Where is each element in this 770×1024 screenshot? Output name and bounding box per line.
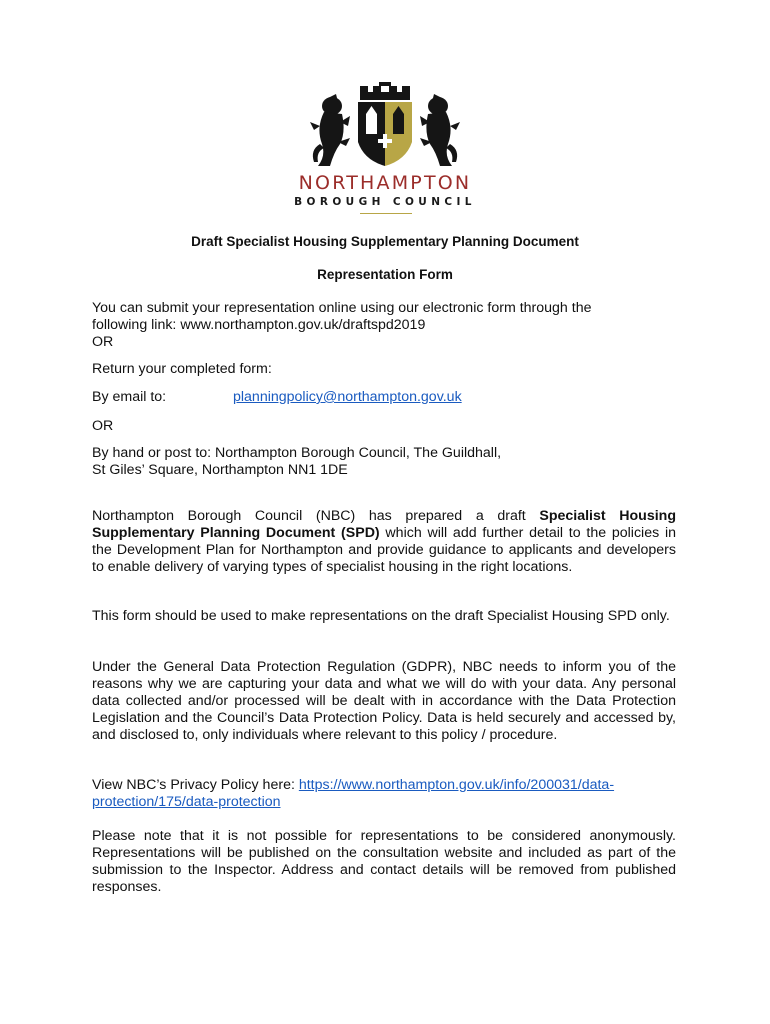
form-title: Representation Form	[317, 267, 453, 282]
privacy-policy-link[interactable]: https://www.northampton.gov.uk/info/200031/data-	[298, 777, 615, 793]
council-logo	[280, 82, 490, 222]
document-title: Draft Specialist Housing Supplementary Planning Document	[191, 234, 579, 249]
coat-of-arms-icon	[280, 82, 490, 170]
online-line-2: following link: www.northampton.gov.uk/draftspd2019	[92, 317, 426, 333]
anonymity-note: Please note that it is not possible for representations to be considered anonymously. Representations will be published on the consultation website and included as part of the submission to the Inspector. Address and contact details will be removed from published responses.	[92, 828, 676, 895]
council-subtitle: BOROUGH COUNCIL	[294, 196, 476, 208]
form-use-paragraph: This form should be used to make representations on the draft Specialist Housing SPD only.	[92, 608, 670, 624]
logo-divider	[360, 213, 412, 214]
or-text: OR	[92, 334, 114, 350]
or-text-2: OR	[92, 418, 114, 434]
privacy-paragraph	[92, 777, 676, 811]
email-label: By email to:	[92, 389, 167, 405]
online-line-1: You can submit your representation online using our electronic form through the	[92, 300, 592, 316]
spd-name: Specialist Housing Supplementary Planning Document (SPD)	[92, 508, 676, 541]
return-form-text: Return your completed form:	[92, 361, 272, 377]
council-name: NORTHAMPTON	[298, 172, 472, 194]
online-instructions	[92, 300, 676, 351]
email-link[interactable]: planningpolicy@northampton.gov.uk	[233, 389, 462, 405]
nbc-text-post: which will add further detail to the policies in the Development Plan for Northampton and provide guidance to applicants and developers to enable delivery of varying types of specialist housing in the right locations.	[92, 525, 676, 575]
nbc-text-pre: Northampton Borough Council (NBC) has prepared a draft	[92, 508, 540, 524]
privacy-policy-link-continued[interactable]: protection/175/data-protection	[92, 794, 281, 810]
privacy-label: View NBC’s Privacy Policy here:	[92, 777, 299, 793]
gdpr-paragraph: Under the General Data Protection Regulation (GDPR), NBC needs to inform you of the reasons why we are capturing your data and what we will do with your data. Any personal data collected and/or processed will be dealt with in accordance with the Data Protection Legislation and the Council’s Data Protection Policy. Data is held securely and accessed by, and disclosed to, only individuals where relevant to this policy / procedure.	[92, 659, 676, 743]
nbc-paragraph	[92, 508, 676, 576]
postal-line-2: St Giles’ Square, Northampton NN1 1DE	[92, 462, 348, 478]
postal-address	[92, 445, 676, 479]
postal-line-1: By hand or post to: Northampton Borough Council, The Guildhall,	[92, 445, 502, 461]
